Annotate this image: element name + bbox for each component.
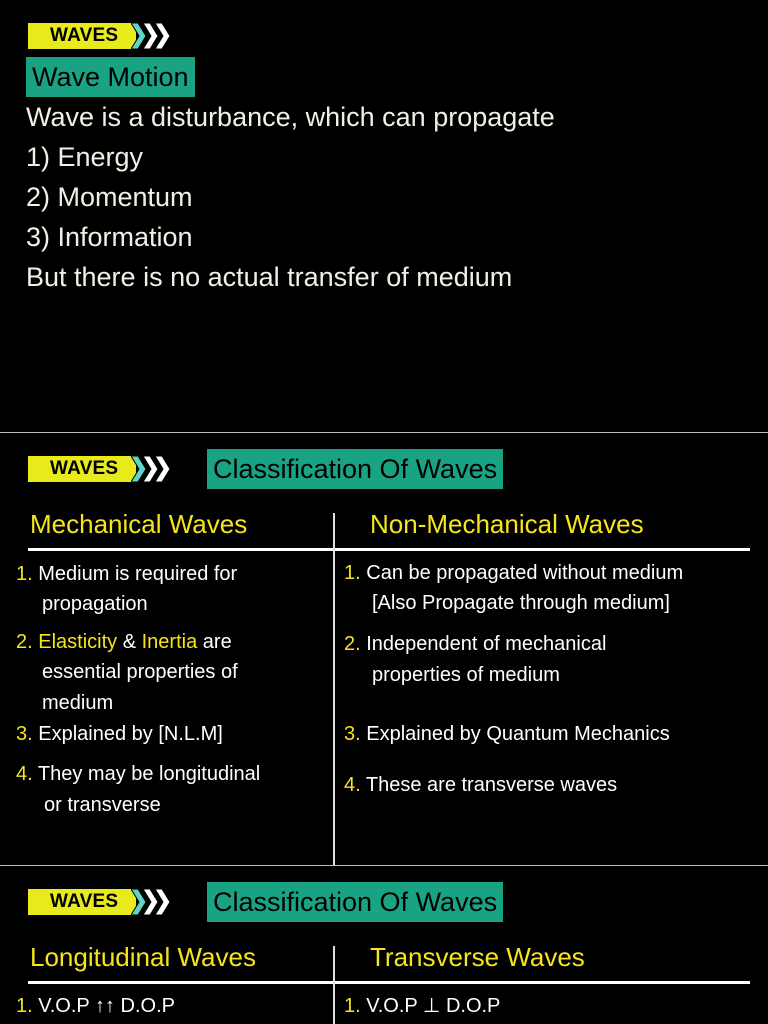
- mechanical-item-4: 4. They may be longitudinal: [16, 763, 261, 785]
- mechanical-item-2-cont2: medium: [42, 692, 114, 714]
- mechanical-item-1-cont: propagation: [42, 593, 148, 615]
- column-divider: [333, 513, 335, 865]
- chevron-right-icon: [134, 23, 170, 49]
- transverse-item-1: 1. V.O.P ⊥ D.O.P: [344, 995, 501, 1017]
- non-mechanical-item-2: 2. Independent of mechanical: [344, 633, 607, 655]
- list-item-momentum: 2) Momentum: [26, 182, 193, 212]
- list-item-information: 3) Information: [26, 222, 193, 252]
- chevron-right-icon: [134, 889, 170, 915]
- non-mechanical-item-1-cont: [Also Propagate through medium]: [372, 592, 670, 614]
- header-rule: [28, 981, 750, 984]
- non-mechanical-item-3: 3. Explained by Quantum Mechanics: [344, 723, 670, 745]
- definition-line: Wave is a disturbance, which can propagate: [26, 102, 555, 132]
- mechanical-heading: Mechanical Waves: [30, 509, 248, 539]
- slide-title: Classification Of Waves: [207, 449, 503, 489]
- non-mechanical-item-1: 1. Can be propagated without medium: [344, 562, 684, 584]
- mechanical-item-1: 1. Medium is required for: [16, 563, 238, 585]
- non-mechanical-heading: Non-Mechanical Waves: [370, 509, 644, 539]
- mechanical-item-4-cont: or transverse: [44, 794, 161, 816]
- mechanical-item-2-cont: essential properties of: [42, 661, 238, 683]
- waves-tag-label: WAVES: [28, 456, 136, 482]
- mechanical-item-2: 2. Elasticity & Inertia are: [16, 631, 232, 653]
- waves-tag-label: WAVES: [28, 23, 136, 49]
- waves-tag: [28, 889, 170, 915]
- chevron-right-icon: [134, 456, 170, 482]
- longitudinal-item-1: 1. V.O.P ↑↑ D.O.P: [16, 995, 175, 1017]
- header-rule: [28, 548, 750, 551]
- slide-classification: [0, 433, 768, 865]
- slide-wave-motion: [0, 0, 768, 432]
- note-line: But there is no actual transfer of medium: [26, 262, 513, 292]
- slide-title: Classification Of Waves: [207, 882, 503, 922]
- waves-tag: [28, 23, 170, 49]
- waves-tag: [28, 456, 170, 482]
- waves-tag-label: WAVES: [28, 889, 136, 915]
- longitudinal-heading: Longitudinal Waves: [30, 942, 256, 972]
- slide-title: Wave Motion: [26, 57, 195, 97]
- non-mechanical-item-2-cont: properties of medium: [372, 664, 560, 686]
- column-divider: [333, 946, 335, 1024]
- transverse-heading: Transverse Waves: [370, 942, 585, 972]
- non-mechanical-item-4: 4. These are transverse waves: [344, 774, 618, 796]
- list-item-energy: 1) Energy: [26, 142, 144, 172]
- mechanical-item-3: 3. Explained by [N.L.M]: [16, 723, 223, 745]
- slide-long-trans: [0, 866, 768, 1024]
